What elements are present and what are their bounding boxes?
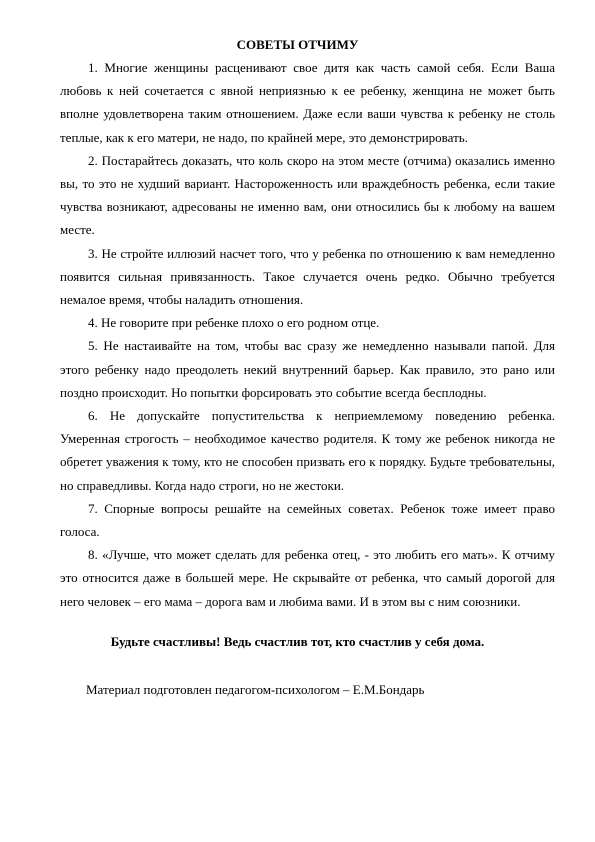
paragraph-2: 2. Постарайтесь доказать, что коль скоро на этом месте (отчима) оказались именно вы, то это не худший вариант. Настороженность или враждебность ребенка, если такие чувства возникают, адресованы не именно вам, они относились бы к любому на вашем месте. bbox=[60, 152, 555, 238]
paragraph-3: 3. Не стройте иллюзий насчет того, что у ребенка по отношению к вам немедленно появится сильная привязанность. Такое случается очень редко. Обычно требуется немалое время, чтобы наладить отношения. bbox=[60, 245, 555, 308]
paragraph-6: 6. Не допускайте попустительства к неприемлемому поведению ребенка. Умеренная строгость – необходимое качество родителя. К тому же ребенок никогда не обретет уважения к тому, кто не способен призвать его к порядку. Будьте требовательны, но справедливы. Когда надо строги, но не жестоки. bbox=[60, 408, 555, 493]
closing-line: Будьте счастливы! Ведь счастлив тот, кто счастлив у себя дома. bbox=[110, 634, 485, 649]
paragraph-1: 1. Многие женщины расценивают свое дитя как часть самой себя. Если Ваша любовь к ней сочетается с явной неприязнью к ее ребенку, женщина не может быть вполне удовлетворена таким отношением. Даже если ваши чувства к ребенку не столь теплые, как к его матери, не надо, по крайней мере, это демонстрировать. bbox=[60, 60, 555, 145]
document-body bbox=[60, 56, 555, 613]
paragraph-8: 8. «Лучше, что может сделать для ребенка отец, - это любить его мать». К отчиму это относится даже в большей мере. Не скрывайте от ребенка, что самый дорогой для него человек – его мама – дорога вам и любима вами. И в этом вы с ним союзники. bbox=[60, 547, 555, 609]
author-credit: Материал подготовлен педагогом-психологом – Е.М.Бондарь bbox=[86, 682, 425, 697]
paragraph-4: 4. Не говорите при ребенке плохо о его родном отце. bbox=[88, 315, 380, 331]
paragraph-5: 5. Не настаивайте на том, чтобы вас сразу же немедленно называли папой. Для этого ребенку надо преодолеть некий внутренний барьер. Как правило, это рано или поздно происходит. Но попытки форсировать это событие всегда бесплодны. bbox=[60, 338, 555, 400]
document-title: СОВЕТЫ ОТЧИМУ bbox=[236, 37, 359, 52]
paragraph-7: 7. Спорные вопросы решайте на семейных советах. Ребенок тоже имеет право голоса. bbox=[60, 500, 555, 540]
